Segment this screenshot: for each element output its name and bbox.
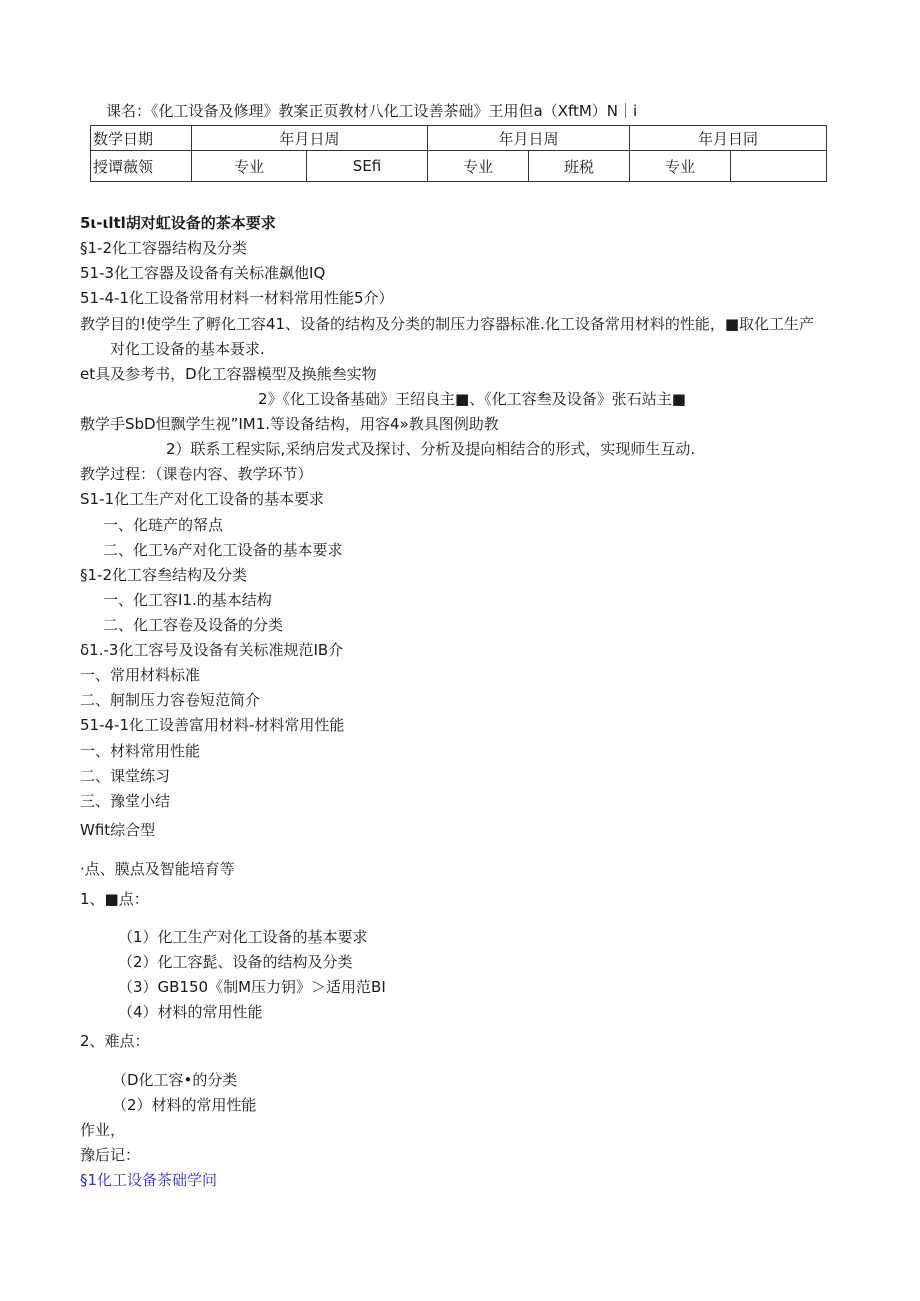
paragraph-line: 对化工设备的基本聂求. xyxy=(110,340,265,358)
section-heading: 51-4-1化工设备常用材料一材料常用性能5介） xyxy=(80,289,394,307)
table-cell: 班税 xyxy=(529,151,630,182)
list-item: （D化工容•的分类 xyxy=(112,1071,238,1089)
list-item: 二、课堂练习 xyxy=(80,767,171,785)
list-item: （3）GB150《制M压力钥》＞适用范BI xyxy=(118,978,386,996)
table-cell: 专业 xyxy=(192,151,307,182)
list-item: （2）材料的常用性能 xyxy=(112,1096,257,1114)
course-title-line: 课名：《化工设备及修理》教案正页教材八化工设善茶础》王用但a（XftM）N｜i xyxy=(106,102,638,120)
list-item: 三、豫堂小结 xyxy=(80,792,171,810)
table-row xyxy=(91,151,827,182)
schedule-table xyxy=(90,125,827,182)
paragraph-line: 敷学手SbD怛飘学生视”IM1.等设备结构，用容4»教具图例助教 xyxy=(80,415,499,433)
table-cell xyxy=(731,151,827,182)
table-cell: 数学日期 xyxy=(91,126,192,151)
table-cell: 专业 xyxy=(630,151,731,182)
list-item: （2）化工容髭、设备的结构及分类 xyxy=(118,953,353,971)
section-heading: §1-2化工容叁结构及分类 xyxy=(80,566,248,584)
list-item: （1）化工生产对化工设备的基本要求 xyxy=(118,928,368,946)
list-item: 二、化工⅛产对化工设备的基本要求 xyxy=(103,541,343,559)
table-cell: 授谭薇领 xyxy=(91,151,192,182)
list-item: 二、舸制压力容卷短范简介 xyxy=(80,691,261,709)
list-item: 二、化工容卷及设备的分类 xyxy=(103,616,284,634)
section-heading: 51-3化工容器及设备有关标准飙他IQ xyxy=(80,264,326,282)
list-item: 一、化琏产的帑点 xyxy=(103,516,224,534)
table-cell: SEfi xyxy=(307,151,428,182)
paragraph-line: 2）联系工程实际,采纳启发式及探讨、分析及提向相结合的形式，实现师生互动. xyxy=(166,440,696,458)
section-heading: δ1.-3化工容号及设备有关标准规范IB介 xyxy=(80,641,344,659)
chapter-link[interactable]: §1化工设备茶础学问 xyxy=(80,1171,218,1189)
section-heading: §1-2化工容器结构及分类 xyxy=(80,239,248,257)
paragraph-line: 2》《化工设备基础》王绍良主■、《化工容叁及设备》张石站主■ xyxy=(258,390,686,408)
section-heading: 51-4-1化工设善富用材料-材料常用性能 xyxy=(80,716,345,734)
section-heading: 5ι-ιltl胡对虹设备的茶本要求 xyxy=(80,214,276,232)
section-heading: Wfit综合型 xyxy=(80,821,156,839)
list-item: 一、化工容I1.的基本结构 xyxy=(103,591,272,609)
section-heading: S1-1化工生产对化工设备的基本要求 xyxy=(80,490,325,508)
table-row xyxy=(91,126,827,151)
table-cell: 年月日周 xyxy=(192,126,428,151)
list-item: 一、常用材料标准 xyxy=(80,666,201,684)
list-item: （4）材料的常用性能 xyxy=(118,1003,263,1021)
paragraph-line: ·点、膜点及智能培育等 xyxy=(80,860,235,878)
table-cell: 专业 xyxy=(428,151,529,182)
paragraph-line: 教学过程：（课卷内容、教学环节） xyxy=(80,465,313,483)
paragraph-line: 教学目的!使学生了孵化工容41、设备的结构及分类的制压力容器标准.化工设备常用材料的性能，■取化工生产 xyxy=(80,315,815,333)
paragraph-line: 作业， xyxy=(80,1121,126,1139)
table-cell: 年月日周 xyxy=(428,126,630,151)
paragraph-line: 1、■点： xyxy=(80,890,149,908)
paragraph-line: et具及参考书，D化工容器模型及换熊叁实物 xyxy=(80,365,377,383)
list-item: 一、材料常用性能 xyxy=(80,742,201,760)
paragraph-line: 2、难点： xyxy=(80,1032,150,1050)
paragraph-line: 豫后记： xyxy=(80,1146,141,1164)
table-cell: 年月日同 xyxy=(630,126,827,151)
